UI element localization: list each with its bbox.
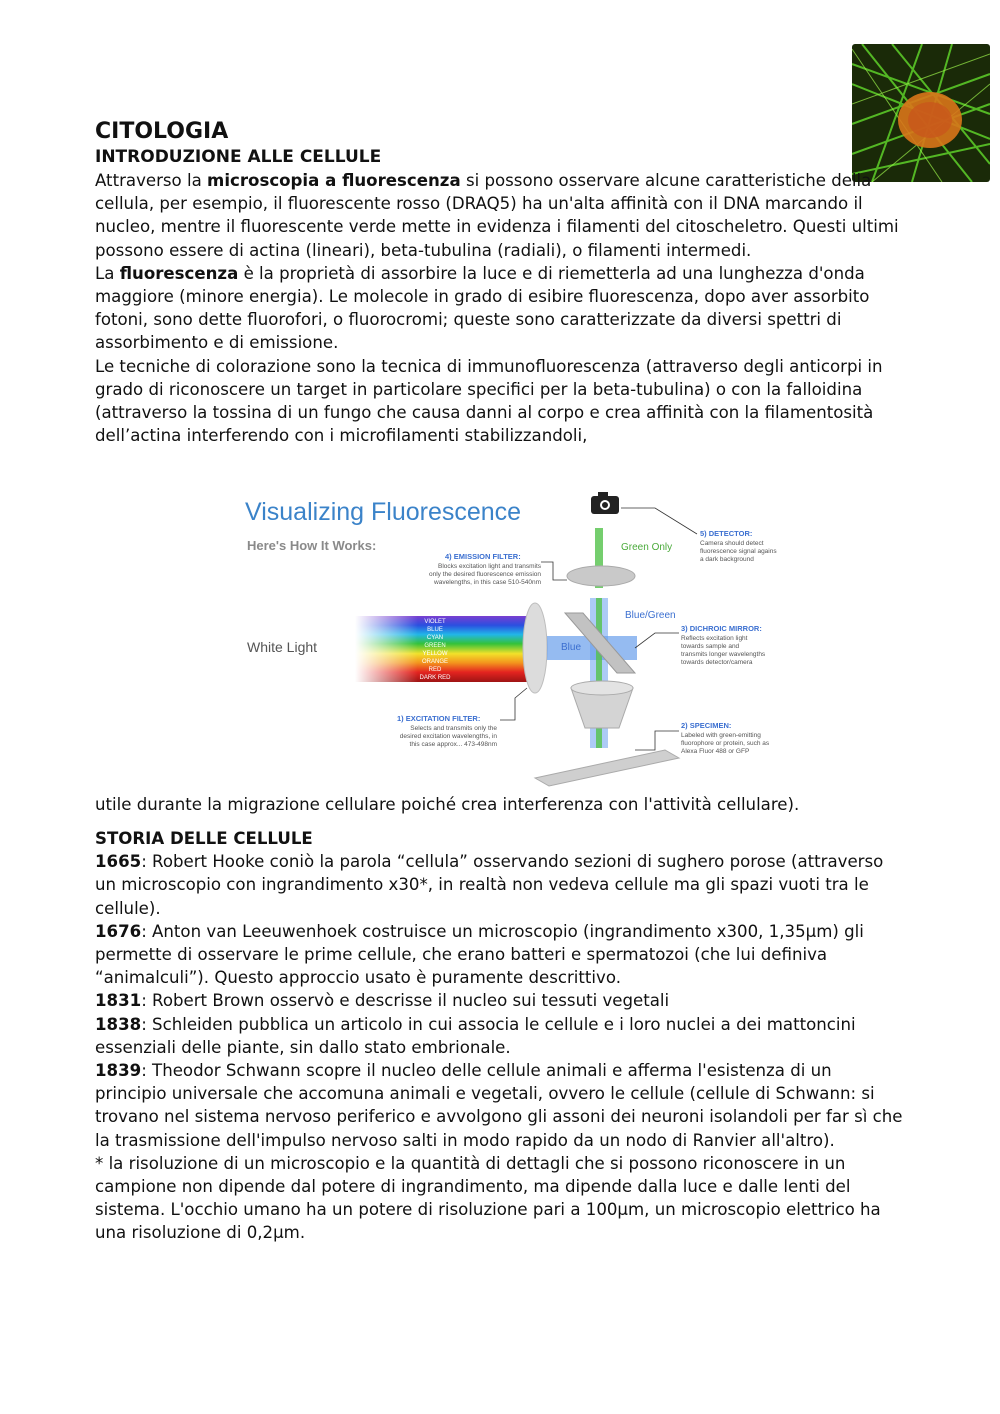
paragraph-staining-continued: utile durante la migrazione cellulare poiché crea interferenza con l'attività cellulare). xyxy=(95,795,800,814)
svg-text:Reflects excitation light: Reflects excitation light xyxy=(681,635,748,642)
section-title-intro: INTRODUZIONE ALLE CELLULE xyxy=(95,147,382,167)
excitation-filter xyxy=(523,603,547,693)
svg-text:Camera should detect: Camera should detect xyxy=(700,540,764,547)
svg-text:5) DETECTOR:: 5) DETECTOR: xyxy=(700,529,753,538)
svg-text:desired excitation wavelengths: desired excitation wavelengths, in xyxy=(399,733,497,740)
svg-text:fluorophore or protein, such a: fluorophore or protein, such as xyxy=(681,740,770,747)
svg-text:fluorescence signal agains: fluorescence signal agains xyxy=(700,548,777,555)
history-entry: 1665: Robert Hooke coniò la parola “cellula” osservando sezioni di sughero porose (attraverso un microscopio con ingrandimento x30*, in realtà non vedeva cellule ma gli spazi vuoti tra le cellule). xyxy=(95,852,884,918)
svg-text:1) EXCITATION FILTER:: 1) EXCITATION FILTER: xyxy=(397,714,481,723)
figure-title: Visualizing Fluorescence xyxy=(245,498,522,526)
white-light-label: White Light xyxy=(247,639,318,655)
svg-text:Green Only: Green Only xyxy=(621,542,673,553)
svg-text:CYAN: CYAN xyxy=(426,635,444,641)
svg-text:towards sample and: towards sample and xyxy=(681,643,740,650)
figure-subtitle: Here's How It Works: xyxy=(247,538,377,553)
specimen-slide xyxy=(535,750,679,786)
svg-text:2) SPECIMEN:: 2) SPECIMEN: xyxy=(681,721,732,730)
camera-icon xyxy=(591,492,619,514)
svg-text:Blue: Blue xyxy=(561,642,582,653)
svg-text:RED: RED xyxy=(428,667,442,673)
svg-text:Labeled with green-emitting: Labeled with green-emitting xyxy=(681,732,761,739)
svg-text:a dark background: a dark background xyxy=(700,556,754,563)
svg-text:YELLOW: YELLOW xyxy=(422,651,448,657)
svg-text:wavelengths, in this case 510-: wavelengths, in this case 510-540nm xyxy=(434,579,541,586)
svg-text:Blocks excitation light and tr: Blocks excitation light and transmits xyxy=(438,563,541,570)
svg-text:Alexa Fluor 488 or GFP: Alexa Fluor 488 or GFP xyxy=(681,748,750,755)
svg-text:Selects and transmits only the: Selects and transmits only the xyxy=(410,725,497,732)
history-entry: 1839: Theodor Schwann scopre il nucleo delle cellule animali e afferma l'esistenza di un principio universale che accomuna animali e vegetali, ovvero le cellule (cellule di Schwann: si trovano nel sistema nervoso periferico e avvolgono gli assoni dei neuroni isolandoli per far sì che la trasmissione dell'impulso nervoso salti in modo rapido da un nodo di Ranvier all'altro). xyxy=(95,1061,903,1150)
svg-text:this case approx... 473-498nm: this case approx... 473-498nm xyxy=(409,741,497,748)
page-title: CITOLOGIA xyxy=(95,119,229,144)
history-entry: 1676: Anton van Leeuwenhoek costruisce un microscopio (ingrandimento x300, 1,35μm) gli permette di osservare le prime cellule, che erano batteri e spermatozoi (che lui definiva “animalculi”). Questo approccio usato è puramente descrittivo. xyxy=(95,921,864,988)
paragraph-staining-techniques: Le tecniche di colorazione sono la tecnica di immunofluorescenza (attraverso degli anticorpi in grado di riconoscere un target in particolare specifici per la beta-tubulina) o con la falloidina (attraverso la tossina di un fungo che causa danni al corpo e crea affinità con la filamentosità dell’actina interferendo con i microfilamenti stabilizzandoli, xyxy=(95,356,883,446)
paragraph-fluorescence-microscopy: Attraverso la microscopia a fluorescenza si possono osservare alcune caratteristiche della cellula, per esempio, il fluorescente rosso (DRAQ5) ha un'alta affinità con il DNA marcando il nucleo, mentre il fluorescente verde mette in evidenza i filamenti del citoscheletro. Questi ultimi possono essere di actina (lineari), beta-tubulina (radiali), o filamenti intermedi. xyxy=(95,171,899,260)
svg-text:towards detector/camera: towards detector/camera xyxy=(681,659,753,666)
emission-filter xyxy=(567,566,635,586)
svg-text:GREEN: GREEN xyxy=(424,643,446,649)
svg-text:BLUE: BLUE xyxy=(427,627,443,633)
svg-text:ORANGE: ORANGE xyxy=(421,659,449,665)
svg-text:VIOLET: VIOLET xyxy=(424,619,446,625)
fluorescence-diagram xyxy=(235,488,795,790)
svg-text:DARK RED: DARK RED xyxy=(419,675,451,681)
footnote: * la risoluzione di un microscopio e la quantità di dettagli che si possono riconoscere in un campione non dipende dal potere di ingrandimento, ma dipende dalla luce e dalle lenti del sistema. L'occhio umano ha un potere di risoluzione pari a 100μm, un microscopio elettrico ha una risoluzione di 0,2μm. xyxy=(95,1153,881,1243)
svg-text:only the desired fluorescence: only the desired fluorescence emission xyxy=(428,571,541,578)
svg-text:transmits longer wavelengths: transmits longer wavelengths xyxy=(681,651,766,658)
paragraph-fluorescence-definition: La fluorescenza è la proprietà di assorbire la luce e di riemetterla ad una lunghezza d'onda maggiore (minore energia). Le molecole in grado di esibire fluorescenza, dopo aver assorbito fotoni, sono dette fluorofori, o fluorocromi; queste sono caratterizzate da diversi spettri di assorbimento e di emissione. xyxy=(95,263,870,353)
history-entry: 1838: Schleiden pubblica un articolo in cui associa le cellule e i loro nuclei a dei mattoncini essenziali delle piante, sin dallo stato embrionale. xyxy=(95,1014,856,1057)
svg-text:4) EMISSION FILTER:: 4) EMISSION FILTER: xyxy=(445,552,521,561)
history-entry: 1831: Robert Brown osservò e descrisse il nucleo sui tessuti vegetali xyxy=(95,991,670,1011)
section-title-history: STORIA DELLE CELLULE xyxy=(95,829,313,849)
svg-text:3) DICHROIC MIRROR:: 3) DICHROIC MIRROR: xyxy=(681,624,762,633)
svg-text:Blue/Green: Blue/Green xyxy=(625,610,676,621)
